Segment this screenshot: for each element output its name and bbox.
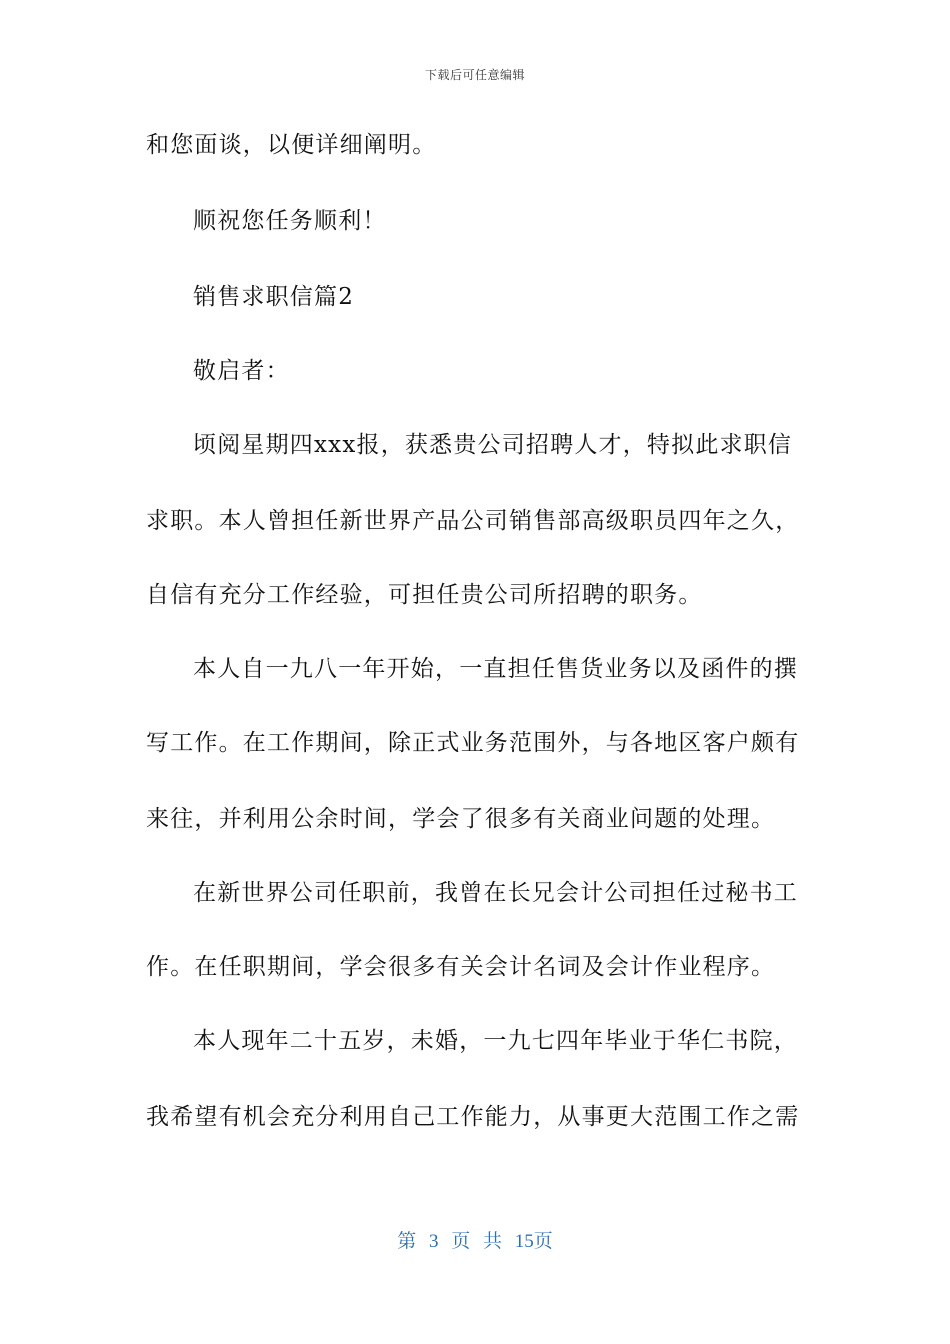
- page-number-footer: 第 3 页 共 15页: [397, 1231, 553, 1252]
- section-heading: 销售求职信篇2: [193, 284, 355, 310]
- body-line: 作。在任职期间，学会很多有关会计名词及会计作业程序。: [146, 954, 776, 980]
- salutation: 敬启者：: [193, 358, 290, 384]
- page-header: 下载后可任意编辑: [424, 68, 525, 82]
- body-line: 自信有充分工作经验，可担任贵公司所招聘的职务。: [146, 582, 703, 608]
- body-line: 在新世界公司任职前，我曾在长兄会计公司担任过秘书工: [193, 880, 798, 906]
- body-line: 本人自一九八一年开始，一直担任售货业务以及函件的撰: [193, 656, 798, 682]
- body-line: 来往，并利用公余时间，学会了很多有关商业问题的处理。: [146, 806, 776, 832]
- body-line: 本人现年二十五岁，未婚，一九七四年毕业于华仁书院，: [193, 1028, 798, 1054]
- body-line: 求职。本人曾担任新世界产品公司销售部高级职员四年之久，: [146, 508, 800, 534]
- body-line: 和您面谈，以便详细阐明。: [146, 132, 437, 158]
- body-line: 写工作。在工作期间，除正式业务范围外，与各地区客户颇有: [146, 730, 800, 756]
- body-line: 我希望有机会充分利用自己工作能力，从事更大范围工作之需: [146, 1104, 800, 1130]
- body-line: 顺祝您任务顺利！: [193, 208, 387, 234]
- body-line: 顷阅星期四xxx报，获悉贵公司招聘人才，特拟此求职信: [193, 432, 793, 458]
